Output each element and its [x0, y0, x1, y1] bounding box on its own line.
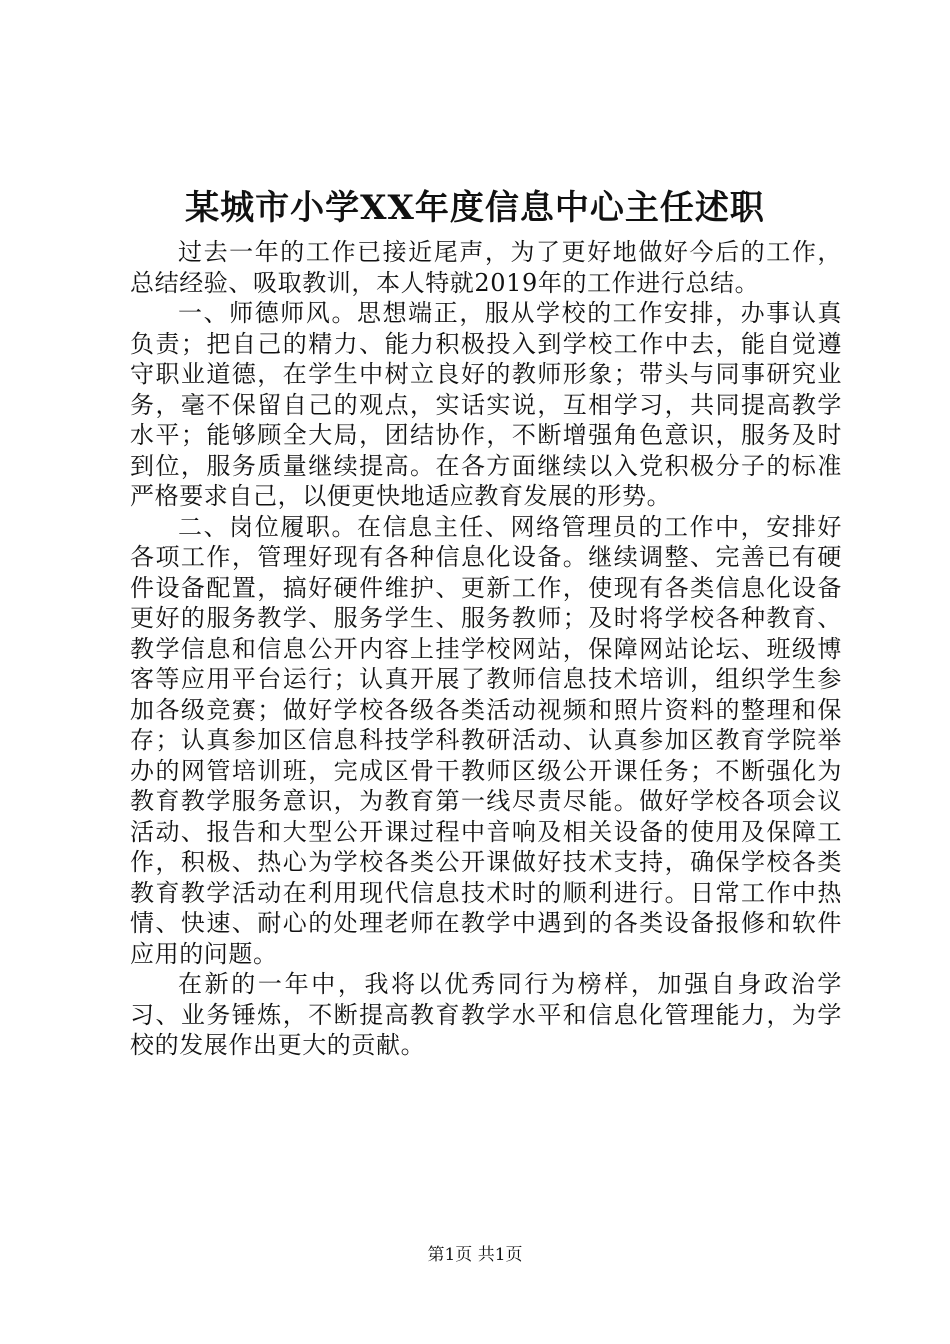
document-body — [130, 237, 842, 1061]
paragraph-intro: 过去一年的工作已接近尾声，为了更好地做好今后的工作，总结经验、吸取教训，本人特就2019年的工作进行总结。 — [130, 238, 842, 297]
paragraph-duties: 二、岗位履职。在信息主任、网络管理员的工作中，安排好各项工作，管理好现有各种信息化设备。继续调整、完善已有硬件设备配置，搞好硬件维护、更新工作，使现有各类信息化设备更好的服务教学、服务学生、服务教师；及时将学校各种教育、教学信息和信息公开内容上挂学校网站，保障网站论坛、班级博客等应用平台运行；认真开展了教师信息技术培训，组织学生参加各级竞赛；做好学校各级各类活动视频和照片资料的整理和保存；认真参加区信息科技学科教研活动、认真参加区教育学院举办的网管培训班，完成区骨干教师区级公开课任务；不断强化为教育教学服务意识，为教育第一线尽责尽能。做好学校各项会议活动、报告和大型公开课过程中音响及相关设备的使用及保障工作，积极、热心为学校各类公开课做好技术支持，确保学校各类教育教学活动在利用现代信息技术时的顺利进行。日常工作中热情、快速、耐心的处理老师在教学中遇到的各类设备报修和软件应用的问题。 — [130, 512, 842, 968]
document-title: 某城市小学XX年度信息中心主任述职 — [185, 188, 765, 228]
paragraph-ethics: 一、师德师风。思想端正，服从学校的工作安排，办事认真负责；把自己的精力、能力积极投入到学校工作中去，能自觉遵守职业道德，在学生中树立良好的教师形象；带头与同事研究业务，毫不保留自己的观点，实话实说，互相学习，共同提高教学水平；能够顾全大局，团结协作，不断增强角色意识，服务及时到位，服务质量继续提高。在各方面继续以入党积极分子的标准严格要求自己，以便更快地适应教育发展的形势。 — [130, 299, 842, 510]
paragraph-outlook: 在新的一年中，我将以优秀同行为榜样，加强自身政治学习、业务锤炼，不断提高教育教学水平和信息化管理能力，为学校的发展作出更大的贡献。 — [130, 970, 842, 1059]
page-number-footer: 第1页 共1页 — [427, 1245, 523, 1265]
